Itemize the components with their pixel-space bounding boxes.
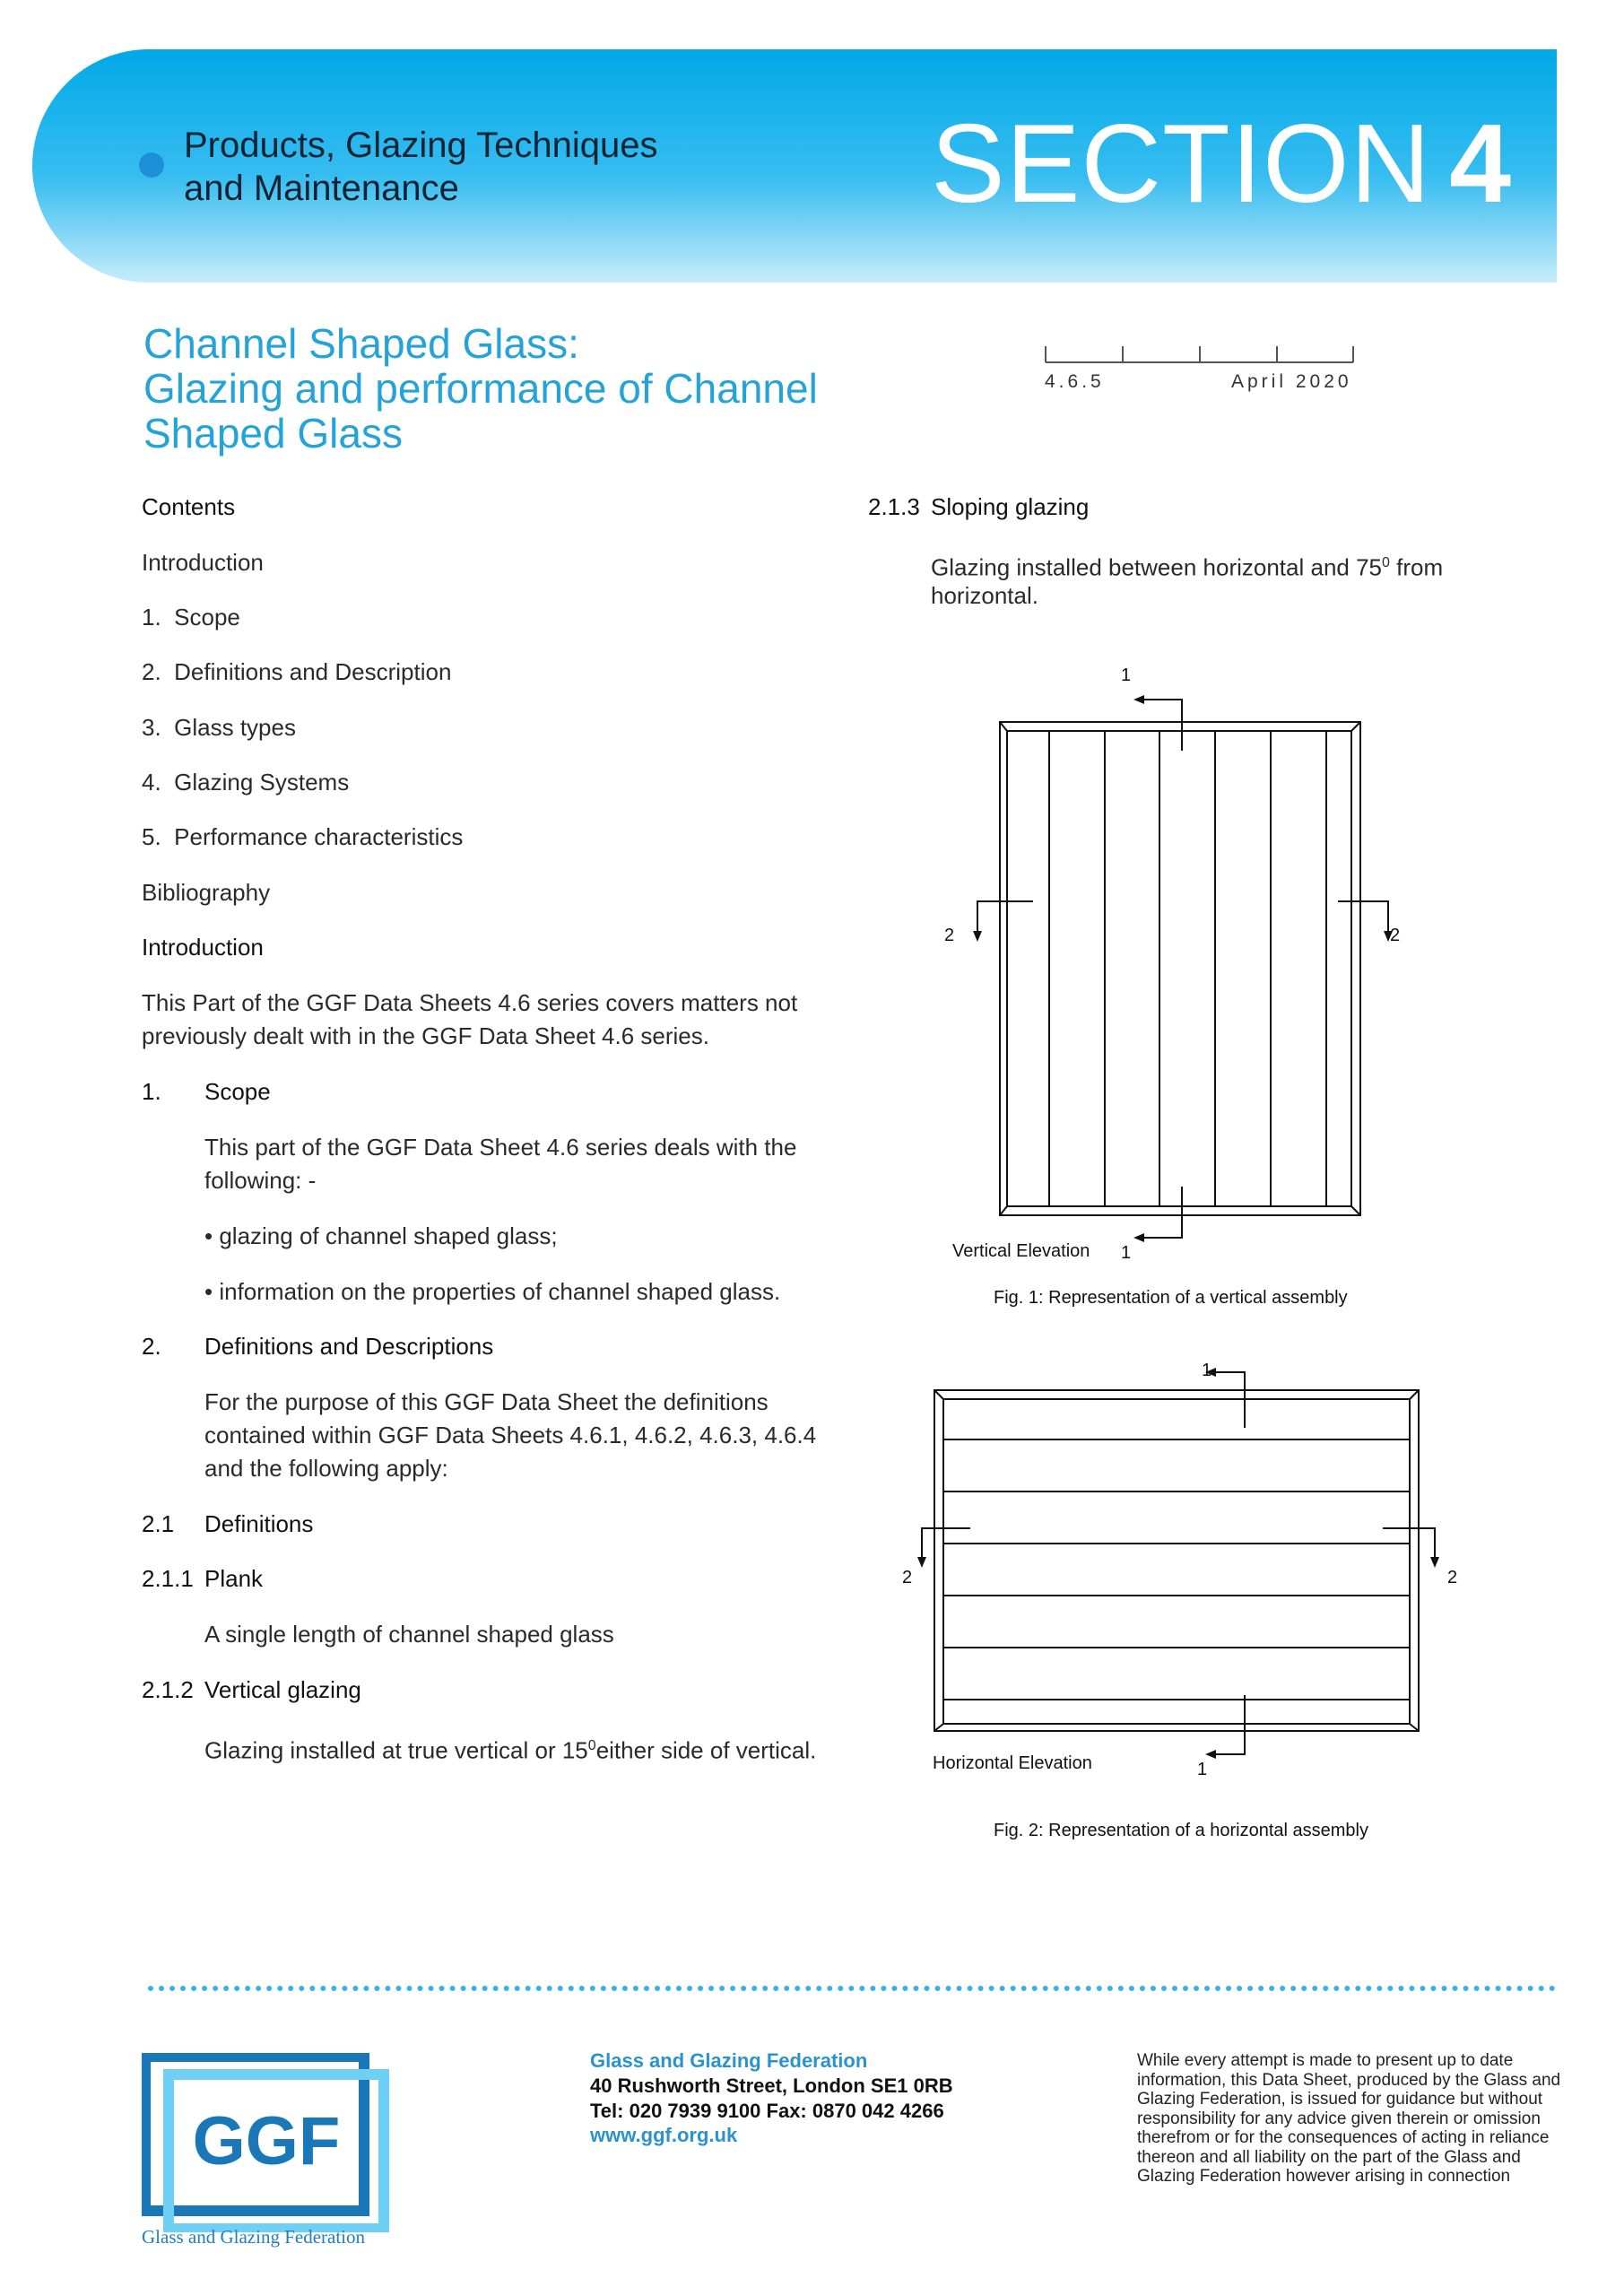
figure-vertical-assembly bbox=[933, 691, 1417, 1274]
section-title bbox=[931, 102, 1513, 226]
section-2-1-2-number: 2.1.2 bbox=[142, 1676, 194, 1703]
definitions-text-line-2: contained within GGF Data Sheets 4.6.1, 4.6.2, 4.6.3, 4.6.4 bbox=[204, 1422, 817, 1448]
contents-item-glass-types: 3. Glass types bbox=[142, 714, 296, 741]
section-2-1-1-number: 2.1.1 bbox=[142, 1565, 194, 1592]
contents-item-bibliography: Bibliography bbox=[142, 879, 271, 906]
footer-disclaimer: While every attempt is made to present up to date information, this Data Sheet, produced by the Glass and Glazing Federation, is issued for guidance but without responsibility for any advice given therein or omission therefrom or for the consequences of acting in reliance thereon and all liability on the part of the Glass and Glazing Federation however arising in connection bbox=[1137, 2051, 1561, 2186]
contents-item-scope: 1. Scope bbox=[142, 604, 240, 631]
reference-number: 4.6.5 bbox=[1045, 371, 1105, 392]
contents-item-glazing-systems: 4. Glazing Systems bbox=[142, 769, 350, 796]
fig2-elevation-label: Horizontal Elevation bbox=[933, 1753, 1092, 1773]
title-line-3: Shaped Glass bbox=[143, 410, 403, 457]
section-2-1-3-heading: Sloping glazing bbox=[931, 493, 1090, 520]
fig1-marker-2-right: 2 bbox=[1390, 926, 1401, 945]
footer-address: 40 Rushworth Street, London SE1 0RB bbox=[590, 2074, 953, 2097]
section-2-1-1-heading: Plank bbox=[204, 1565, 264, 1592]
section-2-1-3-text-line-1: Glazing installed between horizontal and $75^0$ from bbox=[931, 553, 1444, 581]
fig2-caption: Fig. 2: Representation of a horizontal assembly bbox=[994, 1821, 1368, 1840]
fig1-elevation-label: Vertical Elevation bbox=[952, 1241, 1090, 1261]
contents-item-definitions: 2. Definitions and Description bbox=[142, 658, 452, 685]
footer-website-link[interactable]: www.ggf.org.uk bbox=[590, 2124, 738, 2146]
section-2-1-1-text: A single length of channel shaped glass bbox=[204, 1621, 614, 1648]
bullet-dot-icon bbox=[139, 152, 164, 178]
section-2-1-heading: Definitions bbox=[204, 1510, 314, 1537]
contents-item-performance: 5. Performance characteristics bbox=[142, 823, 464, 850]
header-subtitle: Products, Glazing Techniques and Maintenance bbox=[184, 126, 658, 208]
introduction-text-line-1: This Part of the GGF Data Sheets 4.6 series covers matters not bbox=[142, 989, 798, 1016]
document-title bbox=[143, 321, 951, 456]
fig2-marker-1-top: 1 bbox=[1202, 1361, 1212, 1380]
contents-heading: Contents bbox=[142, 493, 236, 520]
reference-date: April 2020 bbox=[1231, 371, 1352, 392]
fig1-caption: Fig. 1: Representation of a vertical assembly bbox=[994, 1288, 1348, 1308]
fig1-marker-1-top: 1 bbox=[1121, 665, 1132, 685]
ggf-logo-tagline: Glass and Glazing Federation bbox=[142, 2226, 366, 2248]
scope-number: 1. bbox=[142, 1078, 161, 1105]
scope-text-line-1: This part of the GGF Data Sheet 4.6 series deals with the bbox=[204, 1134, 797, 1161]
ggf-logo bbox=[142, 2053, 391, 2232]
introduction-heading: Introduction bbox=[142, 934, 264, 961]
section-2-1-number: 2.1 bbox=[142, 1510, 175, 1537]
contents-item-introduction: Introduction bbox=[142, 549, 264, 576]
fig2-marker-2-left: 2 bbox=[902, 1568, 913, 1587]
definitions-text-line-3: and the following apply: bbox=[204, 1455, 448, 1482]
scope-bullet-1: • glazing of channel shaped glass; bbox=[204, 1222, 558, 1249]
section-2-1-2-text: Glazing installed at true vertical or $15^0either$ side of vertical. bbox=[204, 1736, 817, 1764]
section-2-1-3-number: 2.1.3 bbox=[868, 493, 920, 520]
footer-dotted-divider bbox=[148, 1986, 1556, 1991]
scope-bullet-2: • information on the properties of channel shaped glass. bbox=[204, 1278, 781, 1305]
introduction-text-line-2: previously dealt with in the GGF Data Sheet 4.6 series. bbox=[142, 1022, 709, 1049]
fig2-marker-1-bottom: 1 bbox=[1197, 1760, 1208, 1779]
definitions-heading: Definitions and Descriptions bbox=[204, 1333, 494, 1360]
fig1-marker-1-bottom: 1 bbox=[1121, 1243, 1132, 1263]
scope-heading: Scope bbox=[204, 1078, 271, 1105]
title-line-2: Glazing and performance of Channel bbox=[143, 365, 818, 412]
section-number: 4 bbox=[1449, 102, 1513, 226]
figure-horizontal-assembly bbox=[897, 1354, 1489, 1803]
definitions-text-line-1: For the purpose of this GGF Data Sheet the definitions bbox=[204, 1388, 769, 1415]
section-2-1-2-heading: Vertical glazing bbox=[204, 1676, 361, 1703]
ggf-logo-text: GGF bbox=[192, 2103, 341, 2179]
reference-ruler bbox=[1045, 343, 1354, 364]
section-word: SECTION bbox=[931, 102, 1432, 226]
footer-phone-fax: Tel: 020 7939 9100 Fax: 0870 042 4266 bbox=[590, 2100, 944, 2122]
section-2-1-3-text-line-2: horizontal. bbox=[931, 582, 1038, 609]
definitions-number: 2. bbox=[142, 1333, 161, 1360]
title-line-1: Channel Shaped Glass: bbox=[143, 320, 579, 367]
fig2-marker-2-right: 2 bbox=[1447, 1568, 1458, 1587]
footer-organisation-name: Glass and Glazing Federation bbox=[590, 2049, 868, 2072]
scope-text-line-2: following: - bbox=[204, 1167, 317, 1194]
fig1-marker-2-left: 2 bbox=[944, 926, 955, 945]
